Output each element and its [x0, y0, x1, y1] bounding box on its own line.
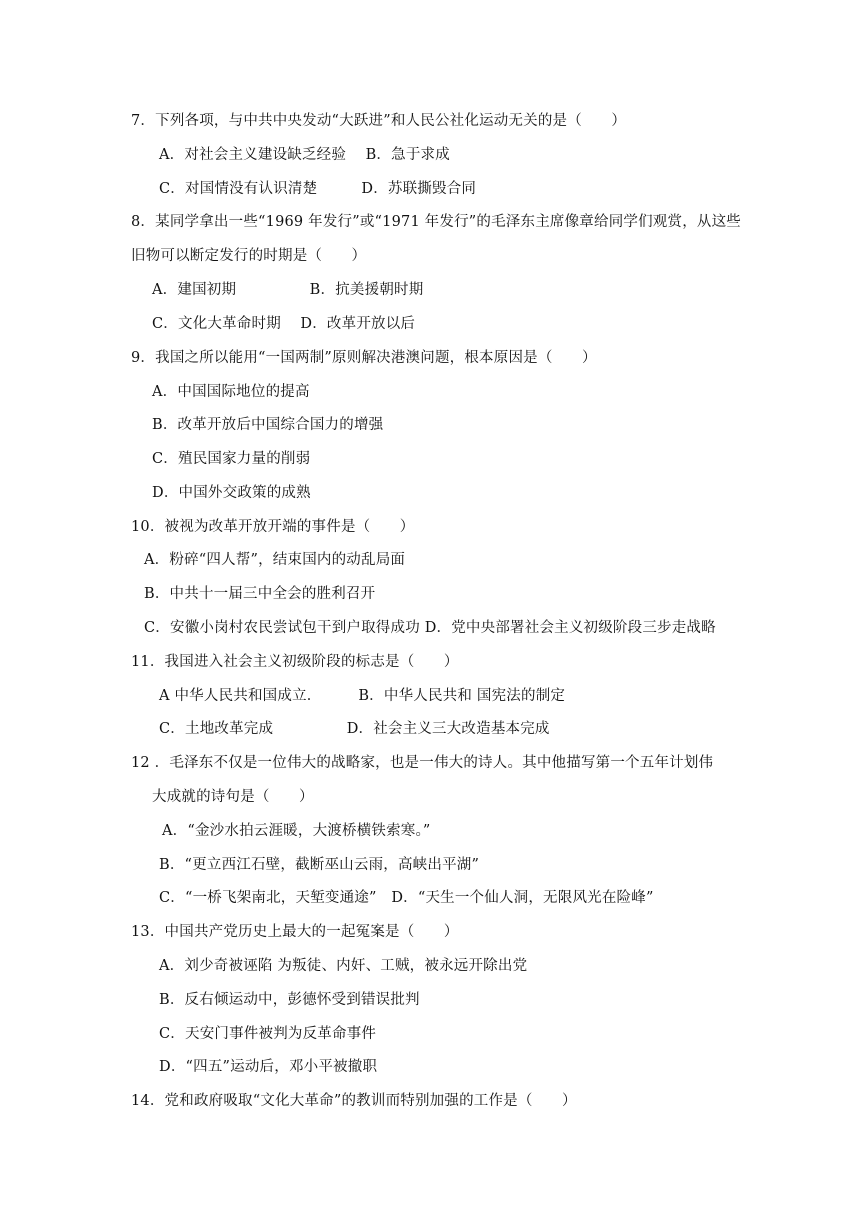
question-13-option-d: D．“四五”运动后，邓小平被撤职	[159, 1059, 378, 1075]
question-10-options-cd: C．安徽小岗村农民尝试包干到户取得成功 D．党中央部署社会主义初级阶段三步走战略	[144, 620, 716, 636]
question-12-options-cd: C．“一桥飞架南北，天堑变通途” D．“天生一个仙人洞，无限风光在险峰”	[159, 890, 654, 906]
question-11: 11．我国进入社会主义初级阶段的标志是（ ）	[131, 654, 459, 670]
question-13-option-b: B．反右倾运动中，彭德怀受到错误批判	[159, 992, 420, 1008]
question-9-option-a: A．中国国际地位的提高	[152, 384, 310, 400]
question-7-options-ab: A．对社会主义建设缺乏经验 B．急于求成	[159, 147, 450, 163]
question-13-option-a: A．刘少奇被诬陷 为叛徒、内奸、工贼，被永远开除出党	[159, 958, 528, 974]
question-7-options-cd: C．对国情没有认识清楚 D．苏联撕毁合同	[159, 181, 477, 197]
question-12-option-a: A．“金沙水拍云涯暖，大渡桥横铁索寒。”	[162, 823, 431, 839]
question-12-option-b: B．“更立西江石壁，截断巫山云雨，高峡出平湖”	[159, 857, 480, 873]
question-10-option-a: A．粉碎“四人帮”，结束国内的动乱局面	[144, 552, 406, 568]
question-8-options-cd: C．文化大革命时期 D．改革开放以后	[152, 316, 416, 332]
question-13-option-c: C．天安门事件被判为反革命事件	[159, 1026, 377, 1042]
question-12-line-2: 大成就的诗句是（ ）	[152, 789, 314, 805]
question-9-option-c: C．殖民国家力量的削弱	[152, 451, 311, 467]
question-14: 14．党和政府吸取“文化大革命”的教训而特别加强的工作是（ ）	[131, 1093, 577, 1109]
question-8-options-ab: A．建国初期 B．抗美援朝时期	[152, 282, 424, 298]
question-13: 13．中国共产党历史上最大的一起冤案是（ ）	[131, 924, 459, 940]
question-8-line-1: 8．某同学拿出一些“1969 年发行”或“1971 年发行”的毛泽东主席像章给同学们观赏，从这些	[131, 214, 741, 230]
question-9-option-d: D．中国外交政策的成熟	[152, 485, 311, 501]
question-10: 10．被视为改革开放开端的事件是（ ）	[131, 519, 415, 535]
question-11-options-cd: C．土地改革完成 D．社会主义三大改造基本完成	[159, 721, 550, 737]
question-9: 9．我国之所以能用“一国两制”原则解决港澳问题，根本原因是（ ）	[131, 350, 597, 366]
question-9-option-b: B．改革开放后中国综合国力的增强	[152, 417, 384, 433]
question-8-line-2: 旧物可以断定发行的时期是（ ）	[131, 248, 367, 264]
question-11-options-ab: A 中华人民共和国成立． B．中华人民共和 国宪法的制定	[159, 688, 566, 704]
question-7: 7．下列各项，与中共中央发动“大跃进”和人民公社化运动无关的是（ ）	[131, 113, 627, 129]
question-10-option-b: B．中共十一届三中全会的胜利召开	[144, 586, 376, 602]
question-12-line-1: 12 ．毛泽东不仅是一位伟大的战略家，也是一伟大的诗人。其中他描写第一个五年计划伟	[131, 755, 714, 771]
